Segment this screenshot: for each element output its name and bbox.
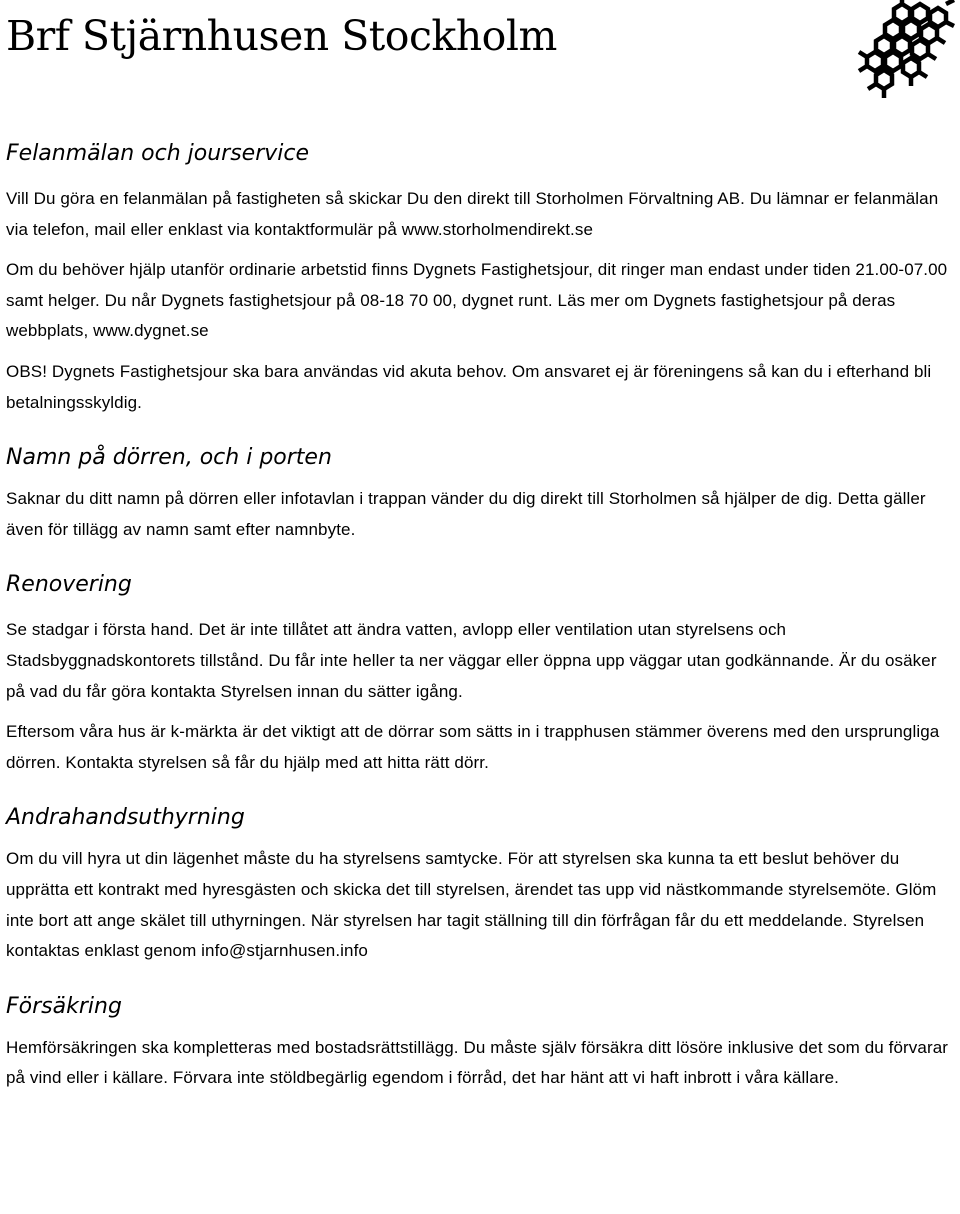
section-forsakring <box>6 991 952 1094</box>
section-namn-pa-dorren <box>6 442 952 545</box>
section-heading: Försäkring <box>6 993 122 1019</box>
section-heading: Andrahandsuthyrning <box>6 805 245 831</box>
section-heading: Renovering <box>6 572 132 598</box>
paragraph: OBS! Dygnets Fastighetsjour ska bara användas vid akuta behov. Om ansvaret ej är föreningens så kan du i efterhand bli betalningsskyldig. <box>6 361 932 412</box>
document-body <box>6 138 952 1094</box>
page-title: Brf Stjärnhusen Stockholm <box>6 12 557 60</box>
paragraph: Om du vill hyra ut din lägenhet måste du ha styrelsens samtycke. För att styrelsen ska kunna ta ett beslut behöver du upprätta ett kontrakt med hyresgästen och skicka det till styrelsen, ärendet tas upp vid nästkommande styrelsemöte. Glöm inte bort att ange skälet till uthyrningen. När styrelsen har tagit ställning till din förfrågan får du ett meddelande. Styrelsen kontaktas enklast genom info@stjarnhusen.info <box>6 849 937 961</box>
paragraph: Eftersom våra hus är k-märkta är det viktigt att de dörrar som sätts in i trapphusen stämmer överens med den ursprungliga dörren. Kontakta styrelsen så får du hjälp med att hitta rätt dörr. <box>6 722 940 772</box>
paragraph: Vill Du göra en felanmälan på fastigheten så skickar Du den direkt till Storholmen Förvaltning AB. Du lämnar er felanmälan via telefon, mail eller enklast via kontaktformulär på www.storholmendirekt.se <box>6 189 939 239</box>
paragraph: Om du behöver hjälp utanför ordinarie arbetstid finns Dygnets Fastighetsjour, dit ringer man endast under tiden 21.00-07.00 samt helger. Du når Dygnets fastighetsjour på 08-18 70 00, dygnet runt. Läs mer om Dygnets fastighetsjour på deras webbplats, www.dygnet.se <box>6 260 948 341</box>
paragraph: Hemförsäkringen ska kompletteras med bostadsrättstillägg. Du måste själv försäkra ditt lösöre inklusive det som du förvarar på vind eller i källare. Förvara inte stöldbegärlig egendom i förråd, det har hänt att vi haft inbrott i våra källare. <box>6 1037 949 1088</box>
section-andrahandsuthyrning <box>6 802 952 966</box>
section-heading: Namn på dörren, och i porten <box>6 445 332 471</box>
section-felanmalan <box>6 138 952 418</box>
paragraph: Saknar du ditt namn på dörren eller infotavlan i trappan vänder du dig direkt till Storholmen så hjälper de dig. Detta gäller även för tillägg av namn samt efter namnbyte. <box>6 489 926 539</box>
section-heading: Felanmälan och jourservice <box>6 141 310 166</box>
honeycomb-logo-icon <box>846 0 958 100</box>
paragraph: Se stadgar i första hand. Det är inte tillåtet att ändra vatten, avlopp eller ventilation utan styrelsens och Stadsbyggnadskontorets tillstånd. Du får inte heller ta ner väggar eller öppna upp väggar utan godkännande. Är du osäker på vad du får göra kontakta Styrelsen innan du sätter igång. <box>6 620 937 701</box>
section-renovering <box>6 569 952 778</box>
